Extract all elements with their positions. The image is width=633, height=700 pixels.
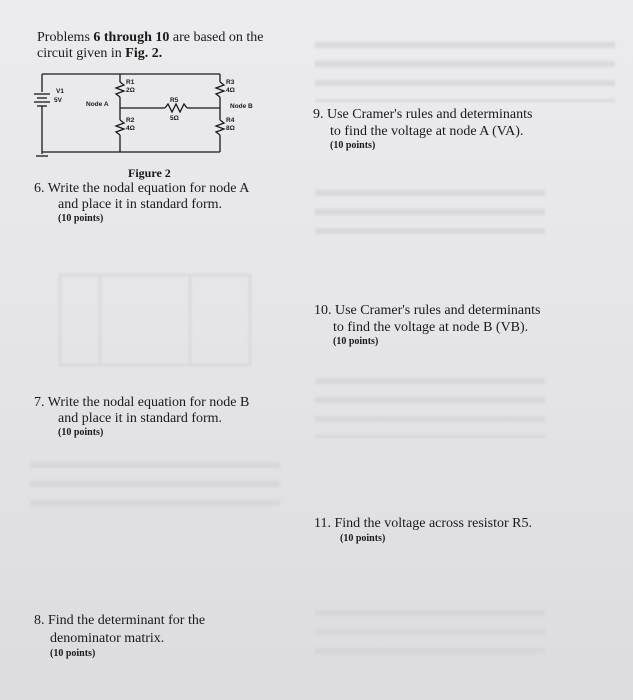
q7-line-2: and place it in standard form. xyxy=(58,411,223,426)
q9-line-1: 9. Use Cramer's rules and determinants xyxy=(313,107,533,122)
q11-points: (10 points) xyxy=(340,533,386,544)
r3-label: R3 xyxy=(226,79,235,86)
q7-line-1: 7. Write the nodal equation for node B xyxy=(34,395,250,410)
resistor-r5 xyxy=(165,104,187,112)
q11-line-1: 11. Find the voltage across resistor R5. xyxy=(314,516,533,531)
r5-value: 5Ω xyxy=(170,115,179,122)
circuit-diagram xyxy=(30,62,270,162)
bleed-through-right-4 xyxy=(315,610,545,665)
node-b-label: Node B xyxy=(230,103,253,110)
v1-label: V1 xyxy=(56,88,64,95)
q6-line-2: and place it in standard form. xyxy=(58,197,223,212)
resistor-r3 xyxy=(216,82,224,97)
q10-line-2: to find the voltage at node B (VB). xyxy=(333,320,529,335)
resistor-r1 xyxy=(116,82,124,97)
r5-label: R5 xyxy=(170,97,179,104)
bleed-through-right-3 xyxy=(315,378,545,438)
bleed-through-mid-right xyxy=(315,190,545,240)
r1-value: 2Ω xyxy=(126,87,135,94)
r4-value: 8Ω xyxy=(226,125,235,132)
resistor-r2 xyxy=(116,120,124,135)
q7-points: (10 points) xyxy=(58,427,104,438)
r3-value: 4Ω xyxy=(226,87,235,94)
node-a-label: Node A xyxy=(86,101,109,108)
q9-line-2: to find the voltage at node A (VA). xyxy=(330,124,524,139)
r2-value: 4Ω xyxy=(126,125,135,132)
bleed-through-top-right xyxy=(315,42,615,102)
intro-line-1: Problems 6 through 10 are based on the xyxy=(37,30,264,45)
bleed-through-left-3 xyxy=(30,462,280,517)
q10-points: (10 points) xyxy=(333,336,379,347)
resistor-r4 xyxy=(216,120,224,135)
bleed-through-circuit xyxy=(40,255,280,375)
q6-points: (10 points) xyxy=(58,213,104,224)
q8-points: (10 points) xyxy=(50,648,96,659)
r2-label: R2 xyxy=(126,117,135,124)
r4-label: R4 xyxy=(226,117,235,124)
q8-line-1: 8. Find the determinant for the xyxy=(34,613,206,628)
figure-caption: Figure 2 xyxy=(128,166,171,180)
q10-line-1: 10. Use Cramer's rules and determinants xyxy=(314,303,541,318)
r1-label: R1 xyxy=(126,79,135,86)
q9-points: (10 points) xyxy=(330,140,376,151)
q6-line-1: 6. Write the nodal equation for node A xyxy=(34,181,250,196)
q8-line-2: denominator matrix. xyxy=(50,631,165,646)
v1-value: 5V xyxy=(54,97,62,104)
intro-line-2: circuit given in Fig. 2. xyxy=(37,46,163,61)
